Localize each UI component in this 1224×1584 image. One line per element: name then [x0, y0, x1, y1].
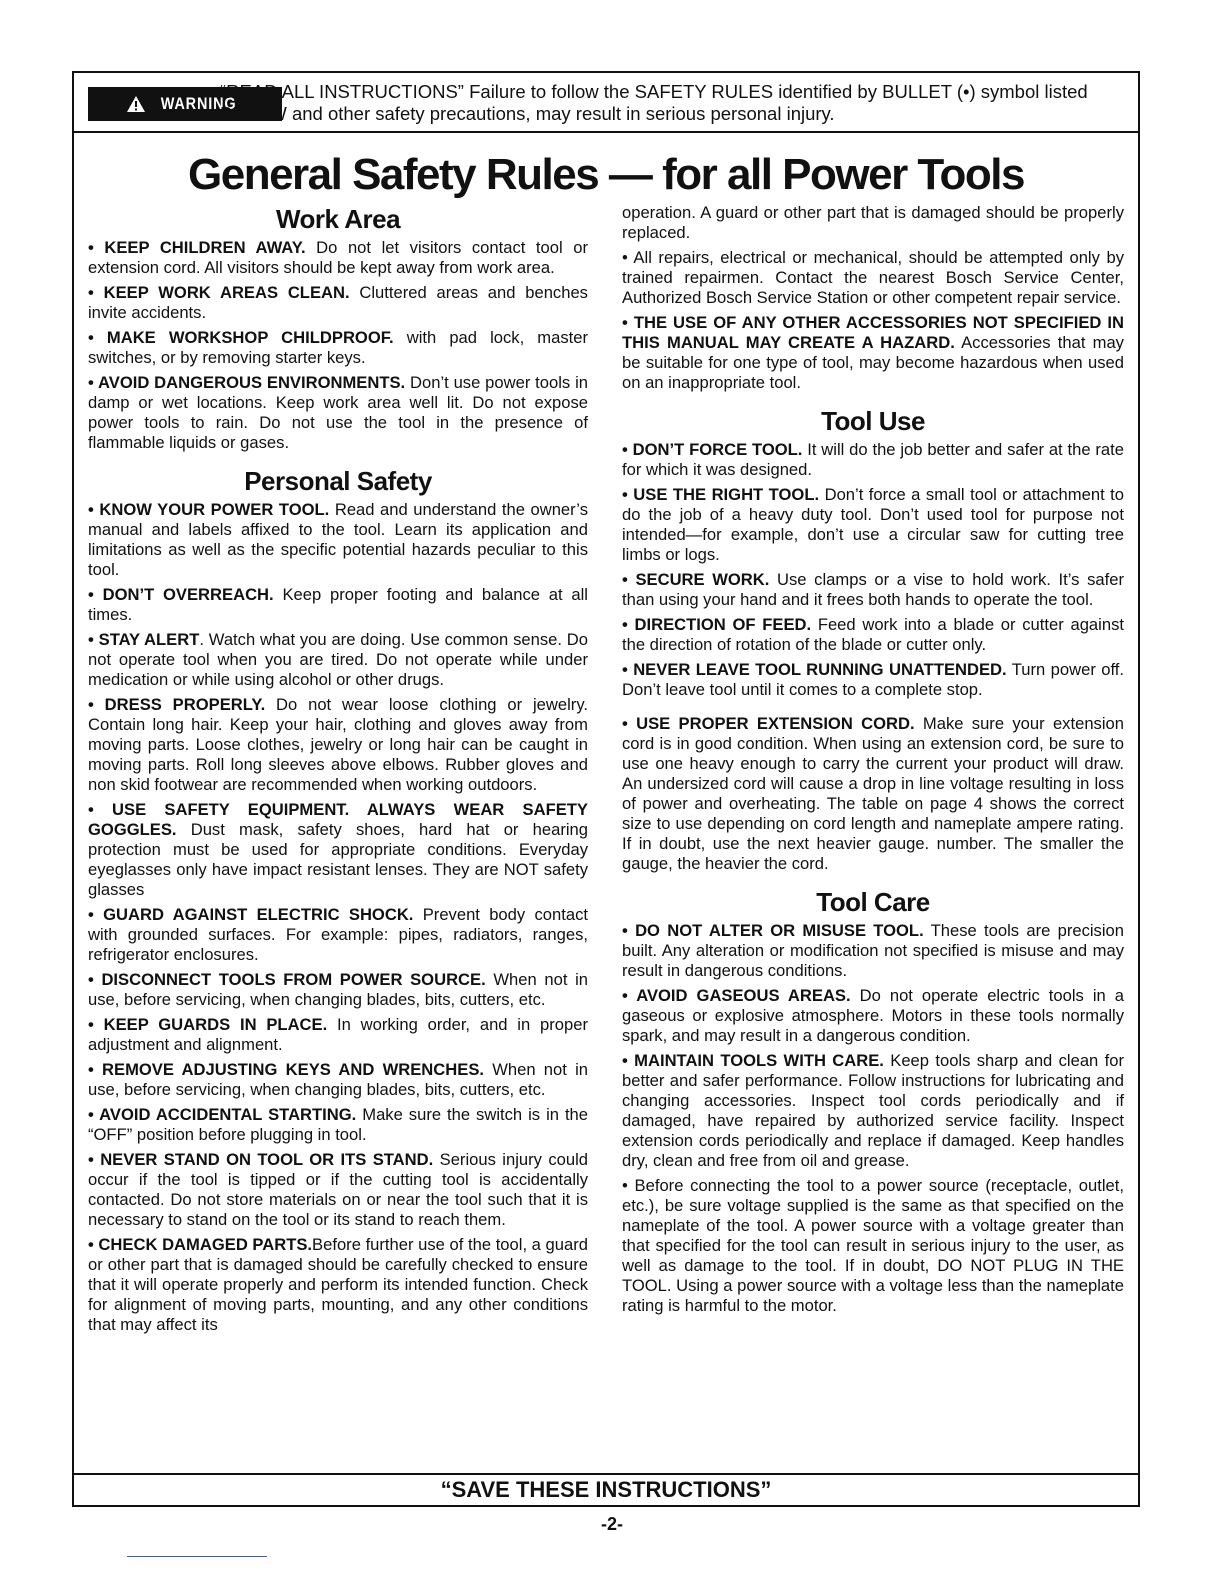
rule — [622, 615, 1124, 655]
rule — [88, 283, 588, 323]
rule-text: Make sure the switch is in the “OFF” position before plugging in tool. — [88, 1105, 589, 1144]
rule — [88, 500, 588, 580]
rule-text: Use clamps or a vise to hold work. It’s safer than using your hand and it frees both hands to operate the tool. — [622, 570, 1124, 609]
rule-text: Don’t force a small tool or attachment to do the job of a heavy duty tool. Don’t used tool for purpose not intended—for example, don’t use a circular saw for cutting tree limbs or logs. — [622, 485, 1125, 564]
rule-text: Don’t use power tools in damp or wet locations. Keep work area well lit. Do not expose power tools to rain. Do not use the tool in the presence of flammable liquids or gases. — [88, 373, 588, 452]
rule-label: • AVOID DANGEROUS ENVIRONMENTS. — [88, 373, 406, 392]
rule-label: • DON’T OVERREACH. — [88, 585, 274, 604]
rule-text: Feed work into a blade or cutter against the direction of rotation of the blade or cutter only. — [622, 615, 1124, 654]
right-column — [622, 203, 1124, 1321]
rule-text: Accessories that may be suitable for one type of tool, may become hazardous when used on an inappropriate tool. — [622, 333, 1124, 392]
rule-label: • KNOW YOUR POWER TOOL. — [88, 500, 330, 519]
rule — [88, 373, 588, 453]
tool-use-heading: Tool Use — [821, 406, 925, 436]
rule-text: Do not operate electric tools in a gaseous or explosive atmosphere. Motors in these tools normally spark, and may result in a dangerous condition. — [622, 986, 1124, 1045]
rule-text: When not in use, before servicing, when changing blades, bits, cutters, etc. — [88, 1060, 588, 1099]
warning-text: “READ ALL INSTRUCTIONS” Failure to follow the SAFETY RULES identified by BULLET (•) symbol listed BELOW and other safety precautions, may result in serious personal injury. — [220, 81, 1088, 124]
rule — [622, 485, 1124, 565]
rule-label: • DO NOT ALTER OR MISUSE TOOL. — [622, 921, 924, 940]
warning-triangle-icon — [126, 95, 146, 113]
rule — [622, 440, 1124, 480]
rule — [622, 986, 1124, 1046]
rule — [88, 1235, 588, 1335]
rule-label: • CHECK DAMAGED PARTS. — [88, 1235, 313, 1254]
page-number: -2- — [601, 1514, 623, 1534]
rule-label: • GUARD AGAINST ELECTRIC SHOCK. — [88, 905, 414, 924]
rule — [622, 1176, 1124, 1316]
rule-text: Cluttered areas and benches invite accidents. — [88, 283, 588, 322]
rule-label: • AVOID ACCIDENTAL STARTING. — [88, 1105, 357, 1124]
save-instructions-bar: “SAVE THESE INSTRUCTIONS” — [74, 1473, 1138, 1505]
rule — [88, 238, 588, 278]
rule — [88, 1060, 588, 1100]
rule-text: Make sure your extension cord is in good condition. When using an extension cord, be sure to use one heavy enough to carry the current your product will draw. An undersized cord will cause a drop in line voltage resulting in loss of power and overheating. The table on page 4 shows the correct size to use depending on cord length and nameplate ampere rating. If in doubt, use the next heavier gauge. number. The smaller the gauge, the heavier the cord. — [622, 714, 1124, 873]
rule-text: When not in use, before servicing, when changing blades, bits, cutters, etc. — [88, 970, 588, 1009]
rule-label: • DRESS PROPERLY. — [88, 695, 266, 714]
rule — [88, 905, 588, 965]
rule-label: • AVOID GASEOUS AREAS. — [622, 986, 851, 1005]
rule-label: • DISCONNECT TOOLS FROM POWER SOURCE. — [88, 970, 486, 989]
rule-label: • NEVER LEAVE TOOL RUNNING UNATTENDED. — [622, 660, 1007, 679]
rule-text: . Watch what you are doing. Use common sense. Do not operate tool when you are tired. Do not operate while under medication or while using alcohol or other drugs. — [88, 630, 588, 689]
rule-text: Serious injury could occur if the tool is tipped or if the cutting tool is accidentally contacted. Do not store materials on or near the tool such that it is necessary to stand on the tool or its stand to reach them. — [88, 1150, 589, 1229]
rule-text: with pad lock, master switches, or by removing starter keys. — [88, 328, 589, 367]
warning-label: WARNING — [161, 94, 237, 113]
rule-label: • MAKE WORKSHOP CHILDPROOF. — [88, 328, 394, 347]
rule-text: Do not wear loose clothing or jewelry. Contain long hair. Keep your hair, clothing and gloves away from moving parts. Loose clothes, jewelry or long hair can be caught in moving parts. Roll long sleeves above elbows. Rubber gloves and non skid footwear are recommended when working outdoors. — [88, 695, 588, 794]
personal-safety-heading: Personal Safety — [244, 466, 432, 496]
rule-text: • Before connecting the tool to a power source (receptacle, outlet, etc.), be sure voltage supplied is the same as that specified on the nameplate of the tool. A power source with a voltage greater than that specified for the tool can result in serious injury to the user, as well as damage to the tool. If in doubt, DO NOT PLUG IN THE TOOL. Using a power source with a voltage less than the nameplate rating is harmful to the motor. — [622, 1176, 1124, 1315]
rule-label: • REMOVE ADJUSTING KEYS AND WRENCHES. — [88, 1060, 485, 1079]
rule-text: Keep proper footing and balance at all times. — [88, 585, 588, 624]
rule-label: • THE USE OF ANY OTHER ACCESSORIES NOT SPECIFIED IN THIS MANUAL MAY CREATE A HAZARD. — [622, 313, 1124, 352]
rule-text: • All repairs, electrical or mechanical, should be attempted only by trained repairmen. Contact the nearest Bosch Service Center, Authorized Bosch Service Station or other competent repair service. — [622, 248, 1124, 307]
rule — [88, 630, 588, 690]
rule — [88, 695, 588, 795]
rule — [88, 1105, 588, 1145]
rule-label: • USE THE RIGHT TOOL. — [622, 485, 820, 504]
rule-text: These tools are precision built. Any alteration or modification not specified is misuse and may result in dangerous conditions. — [622, 921, 1125, 980]
rule — [622, 203, 1124, 243]
warning-bar — [74, 73, 1138, 133]
rule-label: • USE SAFETY EQUIPMENT. ALWAYS WEAR SAFETY GOGGLES. — [88, 800, 588, 839]
page-title: General Safety Rules — for all Power Tools — [188, 150, 1024, 199]
rule-label: • NEVER STAND ON TOOL OR ITS STAND. — [88, 1150, 434, 1169]
rule — [622, 921, 1124, 981]
rule — [88, 1015, 588, 1055]
rule — [622, 248, 1124, 308]
rule — [88, 1150, 588, 1230]
rule-text: Keep tools sharp and clean for better and safer performance. Follow instructions for lubricating and changing accessories. Inspect tool cords periodically and if damaged, have repaired by authorized service facility. Inspect extension cords periodically and replace if damaged. Keep handles dry, clean and free from oil and grease. — [622, 1051, 1124, 1170]
rule-text: Before further use of the tool, a guard or other part that is damaged should be carefully checked to ensure that it will operate properly and perform its intended function. Check for alignment of moving parts, mounting, and any other conditions that may affect its — [88, 1235, 588, 1334]
rule — [88, 585, 588, 625]
rule-label: • DIRECTION OF FEED. — [622, 615, 812, 634]
rule-label: • KEEP CHILDREN AWAY. — [88, 238, 306, 257]
rule-text: Dust mask, safety shoes, hard hat or hearing protection must be used for appropriate conditions. Everyday eyeglasses only have impact resistant lenses. They are NOT safety glasses — [88, 820, 588, 899]
rule-label: • MAINTAIN TOOLS WITH CARE. — [622, 1051, 884, 1070]
rule-text: Do not let visitors contact tool or extension cord. All visitors should be kept away from work area. — [88, 238, 588, 277]
rule-text: Read and understand the owner’s manual and labels affixed to the tool. Learn its application and limitations as well as the specific potential hazards peculiar to this tool. — [88, 500, 588, 579]
rule — [622, 714, 1124, 874]
rule-label: • DON’T FORCE TOOL. — [622, 440, 803, 459]
rule — [622, 660, 1124, 700]
rule-label: • KEEP WORK AREAS CLEAN. — [88, 283, 350, 302]
rule — [88, 800, 588, 900]
left-column — [88, 203, 588, 1340]
rule — [622, 313, 1124, 393]
rule — [622, 1051, 1124, 1171]
rule-label: • KEEP GUARDS IN PLACE. — [88, 1015, 328, 1034]
safety-rules-frame — [72, 71, 1140, 1507]
rule-label: • SECURE WORK. — [622, 570, 770, 589]
rule — [88, 328, 588, 368]
rule-text: operation. A guard or other part that is damaged should be properly replaced. — [622, 203, 1124, 242]
rule — [88, 970, 588, 1010]
rule-text: Turn power off. Don’t leave tool until it comes to a complete stop. — [622, 660, 1124, 699]
work-area-heading: Work Area — [275, 204, 401, 234]
rule-label: • USE PROPER EXTENSION CORD. — [622, 714, 915, 733]
rule-text: It will do the job better and safer at the rate for which it was designed. — [622, 440, 1124, 479]
rule-label: • STAY ALERT — [88, 630, 200, 649]
rule — [622, 570, 1124, 610]
tool-care-heading: Tool Care — [816, 887, 930, 917]
rule-text: Prevent body contact with grounded surfaces. For example: pipes, radiators, ranges, refrigerator enclosures. — [88, 905, 588, 964]
footer-rule — [127, 1556, 267, 1557]
rule-text: In working order, and in proper adjustment and alignment. — [88, 1015, 588, 1054]
